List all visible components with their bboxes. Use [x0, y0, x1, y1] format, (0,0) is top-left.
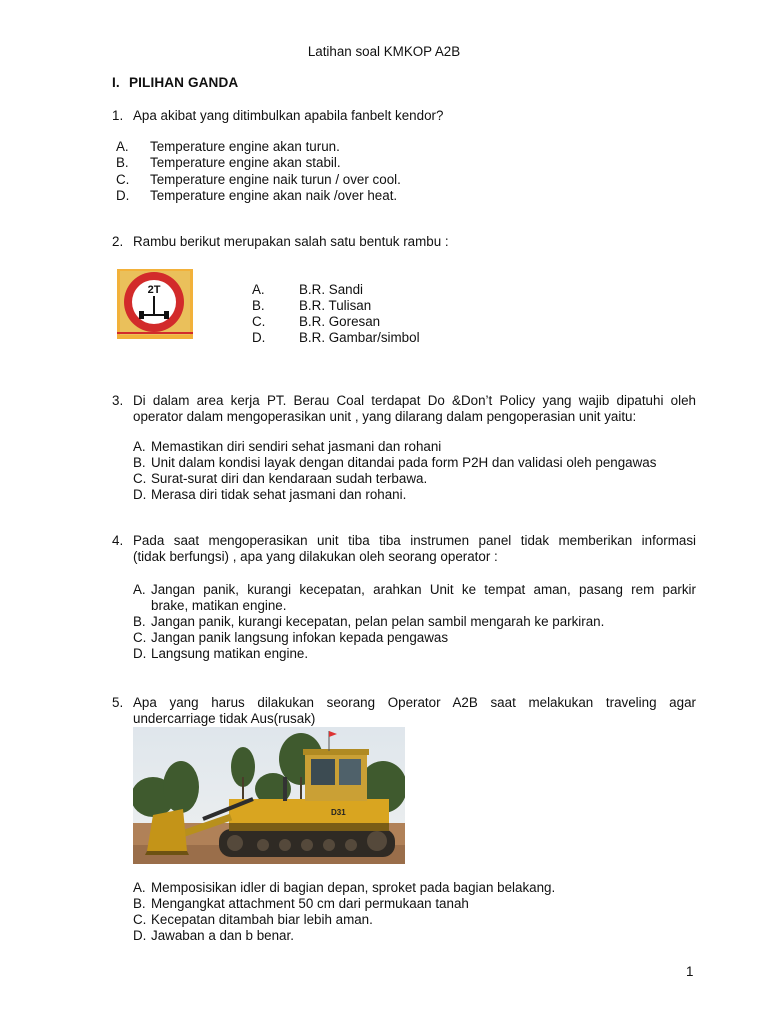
question-4-options [133, 582, 696, 662]
question-3 [112, 393, 696, 425]
question-text-line-2: undercarriage tidak Aus(rusak) [133, 711, 316, 726]
question-3-options [133, 439, 696, 503]
question-text: Rambu berikut merupakan salah satu bentuk rambu : [133, 234, 449, 249]
option-b: B. Unit dalam kondisi layak dengan ditandai pada form P2H dan validasi oleh pengawas [133, 455, 657, 470]
dozer-label: D31 [331, 808, 346, 817]
sign-label: 2T [147, 284, 161, 296]
traffic-sign-image [117, 269, 193, 339]
question-1 [112, 108, 696, 124]
question-1-options: A. Temperature engine akan turun. B. Temperature engine akan stabil. C. Temperature engine naik turun / over cool. D. Temperature engine akan naik /over heat. [116, 139, 401, 204]
section-number: I. [112, 75, 120, 90]
question-text: Apa akibat yang ditimbulkan apabila fanbelt kendor? [133, 108, 444, 123]
question-2 [112, 234, 696, 250]
question-2-options: A. B.R. Sandi B. B.R. Tulisan C. B.R. Goresan D. B.R. Gambar/simbol [252, 282, 420, 345]
option-a: A. Jangan panik, kurangi kecepatan, arahkan Unit ke tempat aman, pasang rem parkir brake, matikan engine. [133, 582, 696, 613]
option-c: C. Jangan panik langsung infokan kepada pengawas [133, 630, 449, 645]
option-b: B. Mengangkat attachment 50 cm dari permukaan tanah [133, 896, 469, 911]
question-text-line-2: operator dalam mengoperasikan unit , yang dilarang dalam pengoperasian unit yaitu: [133, 409, 637, 424]
bulldozer-icon [133, 727, 405, 864]
option-a: A. Memposisikan idler di bagian depan, sproket pada bagian belakang. [133, 880, 556, 895]
question-text-line-1: Pada saat mengoperasikan unit tiba tiba instrumen panel tidak memberikan informasi [133, 533, 696, 548]
option-a: A. Memastikan diri sendiri sehat jasmani dan rohani [133, 439, 442, 454]
bulldozer-photo [133, 727, 405, 864]
section-label: PILIHAN GANDA [129, 75, 239, 90]
question-5 [112, 695, 696, 727]
question-4 [112, 533, 696, 565]
section-title [112, 75, 238, 90]
option-d: D. Langsung matikan engine. [133, 646, 309, 661]
option-c: C. Surat-surat diri dan kendaraan sudah terbawa. [133, 471, 428, 486]
question-text-line-1: Di dalam area kerja PT. Berau Coal terdapat Do &Don’t Policy yang wajib dipatuhi oleh [133, 393, 696, 408]
axle-load-sign-icon [117, 269, 193, 339]
question-number: 3. [112, 393, 124, 408]
question-text-line-1: Apa yang harus dilakukan seorang Operator A2B saat melakukan traveling agar [133, 695, 696, 710]
option-c: C. Kecepatan ditambah biar lebih aman. [133, 912, 373, 927]
option-d: D. Jawaban a dan b benar. [133, 928, 294, 943]
question-5-options [133, 880, 696, 944]
question-number: 4. [112, 533, 124, 548]
question-number: 5. [112, 695, 124, 710]
question-text-line-2: (tidak berfungsi) , apa yang dilakukan oleh seorang operator : [133, 549, 498, 564]
question-number: 1. [112, 108, 124, 123]
option-d: D. Merasa diri tidak sehat jasmani dan rohani. [133, 487, 407, 502]
document-header: Latihan soal KMKOP A2B [307, 44, 461, 59]
question-number: 2. [112, 234, 124, 249]
page-number: 1 [686, 964, 694, 979]
option-b: B. Jangan panik, kurangi kecepatan, pelan pelan sambil mengarah ke parkiran. [133, 614, 605, 629]
